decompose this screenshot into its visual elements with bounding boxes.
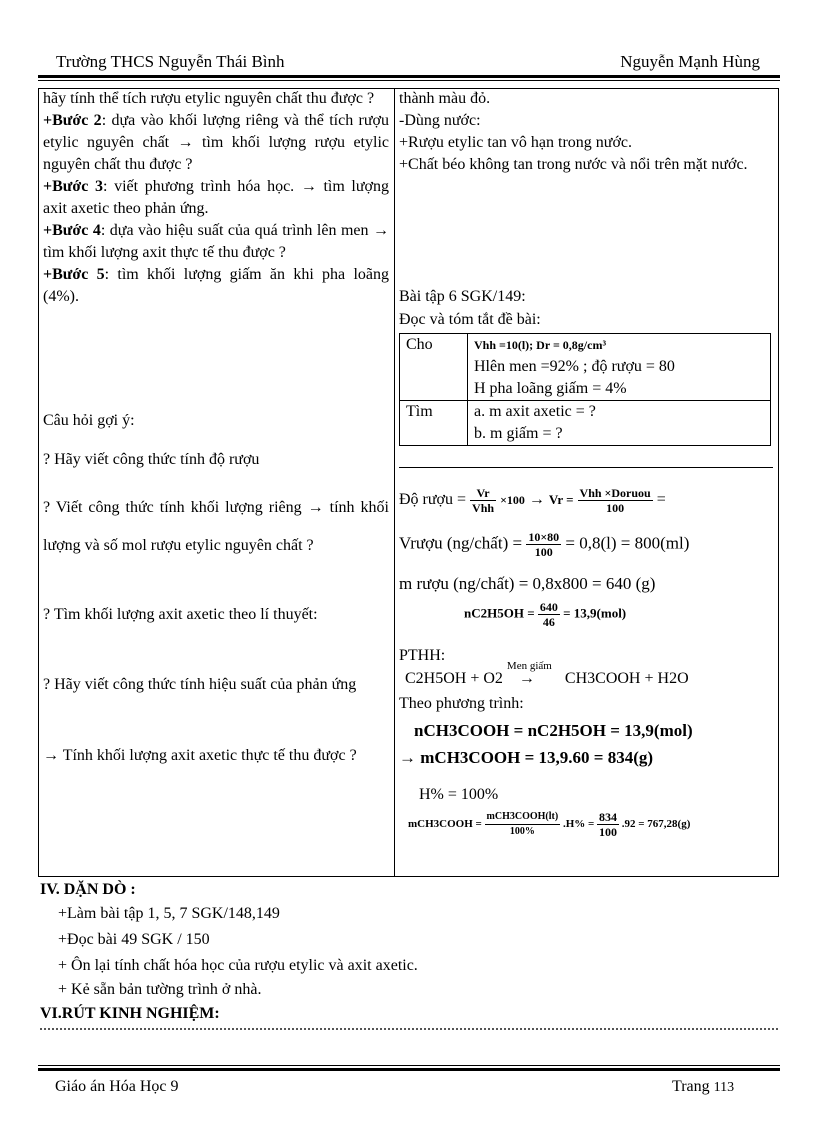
homework-item-1: +Làm bài tập 1, 5, 7 SGK/148,149 — [58, 905, 280, 922]
left-column — [43, 88, 389, 308]
homework-title: IV. DẶN DÒ : — [40, 881, 136, 898]
footer-title: Giáo án Hóa Học 9 — [55, 1078, 179, 1095]
right-column — [399, 88, 773, 176]
hint-q3: ? Tìm khối lượng axit axetic theo lí thuyết: — [43, 606, 318, 623]
pthh-label: PTHH: — [399, 647, 446, 664]
column-divider — [394, 88, 395, 877]
mol-equality: nCH3COOH = nC2H5OH = 13,9(mol) — [414, 721, 693, 740]
header-rule-thick — [38, 75, 780, 78]
footer-rule-thick — [38, 1068, 780, 1071]
reaction-equation: C2H5OH + O2 Men giấm → CH3COOH + H2O — [405, 660, 689, 687]
step-3: +Bước 3: viết phương trình hóa học. → tìm lượng axit axetic theo phản ứng. — [43, 178, 390, 217]
right-r3: +Rượu etylic tan vô hạn trong nước. — [399, 134, 633, 151]
formula-alcohol-degree: Độ rượu = $\frac{Vr}{\text{Vhh}}$ ×100 → Vr = $\frac{\text{Vhh ×Doruou}}{100}$ = — [399, 486, 666, 515]
header-rule-thin — [38, 80, 780, 81]
hint-q5: → Tính khối lượng axit axetic thực tế thu được ? — [43, 747, 357, 764]
tim-label: Tìm — [400, 401, 468, 446]
efficiency-100: H% = 100% — [419, 786, 499, 803]
right-r1: thành màu đỏ. — [399, 90, 491, 107]
homework-item-2: +Đọc bài 49 SGK / 150 — [58, 931, 210, 948]
given-find-table — [399, 333, 771, 446]
homework-item-3: + Ôn lại tính chất hóa học của rượu etylic và axit axetic. — [58, 957, 418, 974]
cho-label: Cho — [400, 334, 468, 401]
experience-title: VI.RÚT KINH NGHIỆM: — [40, 1005, 220, 1022]
step-5: +Bước 5: tìm khối lượng giấm ăn khi pha loãng (4%). — [43, 266, 389, 305]
homework-item-4: + Kẻ sẵn bản tường trình ở nhà. — [58, 981, 262, 998]
left-p1: hãy tính thể tích rượu etylic nguyên chất thu được ? — [43, 90, 375, 107]
given-values: Vhh =10(l); Dr = 0,8g/cm³ Hlên men =92% ; độ rượu = 80 H pha loãng giấm = 4% — [468, 334, 771, 401]
table-separator — [399, 467, 773, 468]
theo-label: Theo phương trình: — [399, 695, 524, 712]
formula-real-mass: mCH3COOH = $\frac{\text{mCH3COOH(lt)}}{100\%}$ .H% = $\frac{834}{100}$ .92 = 767,28(g) — [408, 810, 691, 839]
dotted-line — [40, 1028, 778, 1030]
page-header — [50, 52, 762, 74]
formula-mol: nC2H5OH = $\frac{640}{46}$ = 13,9(mol) — [464, 600, 627, 629]
hint-q4: ? Hãy viết công thức tính hiệu suất của phản ứng — [43, 676, 357, 693]
formula-mass: m rượu (ng/chất) = 0,8x800 = 640 (g) — [399, 574, 656, 593]
exercise-subtitle: Đọc và tóm tắt đề bài: — [399, 311, 541, 328]
school-name: Trường THCS Nguyễn Thái Bình — [56, 52, 285, 71]
teacher-name: Nguyễn Mạnh Hùng — [620, 52, 760, 71]
footer-rule-thin — [38, 1065, 780, 1066]
step-2: +Bước 2: dựa vào khối lượng riêng và thể tích rượu etylic nguyên chất → tìm khối lượng rượu etylic nguyên chất thu được ? — [43, 112, 389, 173]
hint-q2: ? Viết công thức tính khối lượng riêng → tính khối lượng và số mol rượu etylic nguyên chất ? — [43, 499, 389, 554]
hint-title: Câu hỏi gợi ý: — [43, 412, 135, 429]
exercise-title: Bài tập 6 SGK/149: — [399, 288, 526, 305]
right-r2: -Dùng nước: — [399, 112, 481, 129]
right-r4: +Chất béo không tan trong nước và nổi trên mặt nước. — [399, 156, 748, 173]
formula-volume: Vrượu (ng/chất) = $\frac{10\times 80}{100}$ = 0,8(l) = 800(ml) — [399, 530, 690, 559]
footer-page: Trang 113 — [672, 1078, 735, 1095]
step-4: +Bước 4: dựa vào hiệu suất của quá trình lên men → tìm khối lượng axit thực tế thu được ? — [43, 222, 389, 261]
mass-theoretical: → mCH3COOH = 13,9.60 = 834(g) — [399, 748, 654, 767]
hint-q1: ? Hãy viết công thức tính độ rượu — [43, 451, 260, 468]
find-values: a. m axit axetic = ? b. m giấm = ? — [468, 401, 771, 446]
